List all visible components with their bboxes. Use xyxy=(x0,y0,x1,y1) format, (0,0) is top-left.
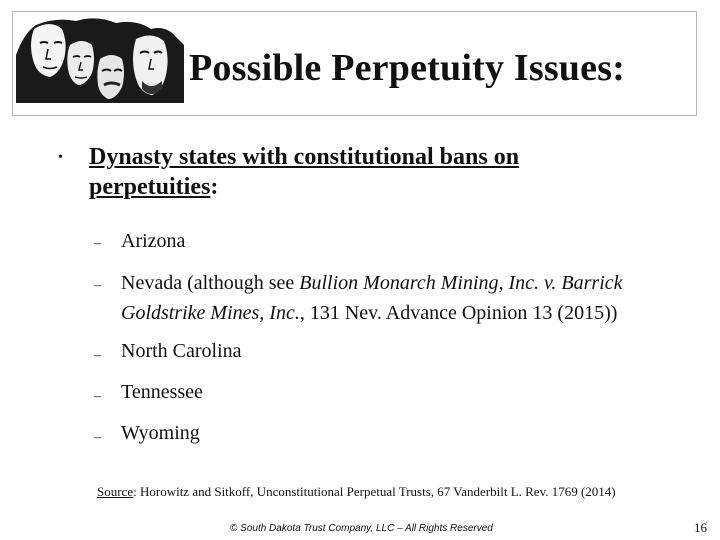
nevada-case-name: Bullion Monarch Mining, Inc. v. Barrick Goldstrike Mines, Inc. xyxy=(121,272,623,324)
bullet-heading xyxy=(89,142,589,202)
dash-marker: – xyxy=(94,430,101,445)
nevada-post: , 131 Nev. Advance Opinion 13 (2015)) xyxy=(299,302,618,324)
dash-marker: – xyxy=(94,278,101,293)
mount-rushmore-icon xyxy=(16,15,184,107)
nevada-pre: Nevada (although see xyxy=(121,272,300,294)
dash-marker: – xyxy=(94,389,101,404)
page-number: 16 xyxy=(694,520,707,535)
dash-marker: – xyxy=(94,236,101,251)
source-text: : Horowitz and Sitkoff, Unconstitutional Perpetual Trusts, 67 Vanderbilt L. Rev. 1769 (2014) xyxy=(133,484,616,499)
list-item-arizona: Arizona xyxy=(121,230,186,252)
list-item-nevada xyxy=(121,268,681,328)
heading-colon: : xyxy=(210,174,219,200)
list-item-wyoming: Wyoming xyxy=(121,422,200,444)
list-item-north-carolina: North Carolina xyxy=(121,340,242,362)
source-label: Source xyxy=(97,484,134,499)
source-citation xyxy=(97,484,616,500)
footer-copyright: © South Dakota Trust Company, LLC – All Rights Reserved xyxy=(230,523,493,534)
slide-title: Possible Perpetuity Issues: xyxy=(189,47,626,89)
heading-underlined-text: Dynasty states with constitutional bans on perpetuities xyxy=(89,144,520,200)
title-box xyxy=(12,11,697,116)
dash-marker: – xyxy=(94,348,101,363)
list-item-tennessee: Tennessee xyxy=(121,381,203,403)
bullet-dot: • xyxy=(58,150,63,165)
